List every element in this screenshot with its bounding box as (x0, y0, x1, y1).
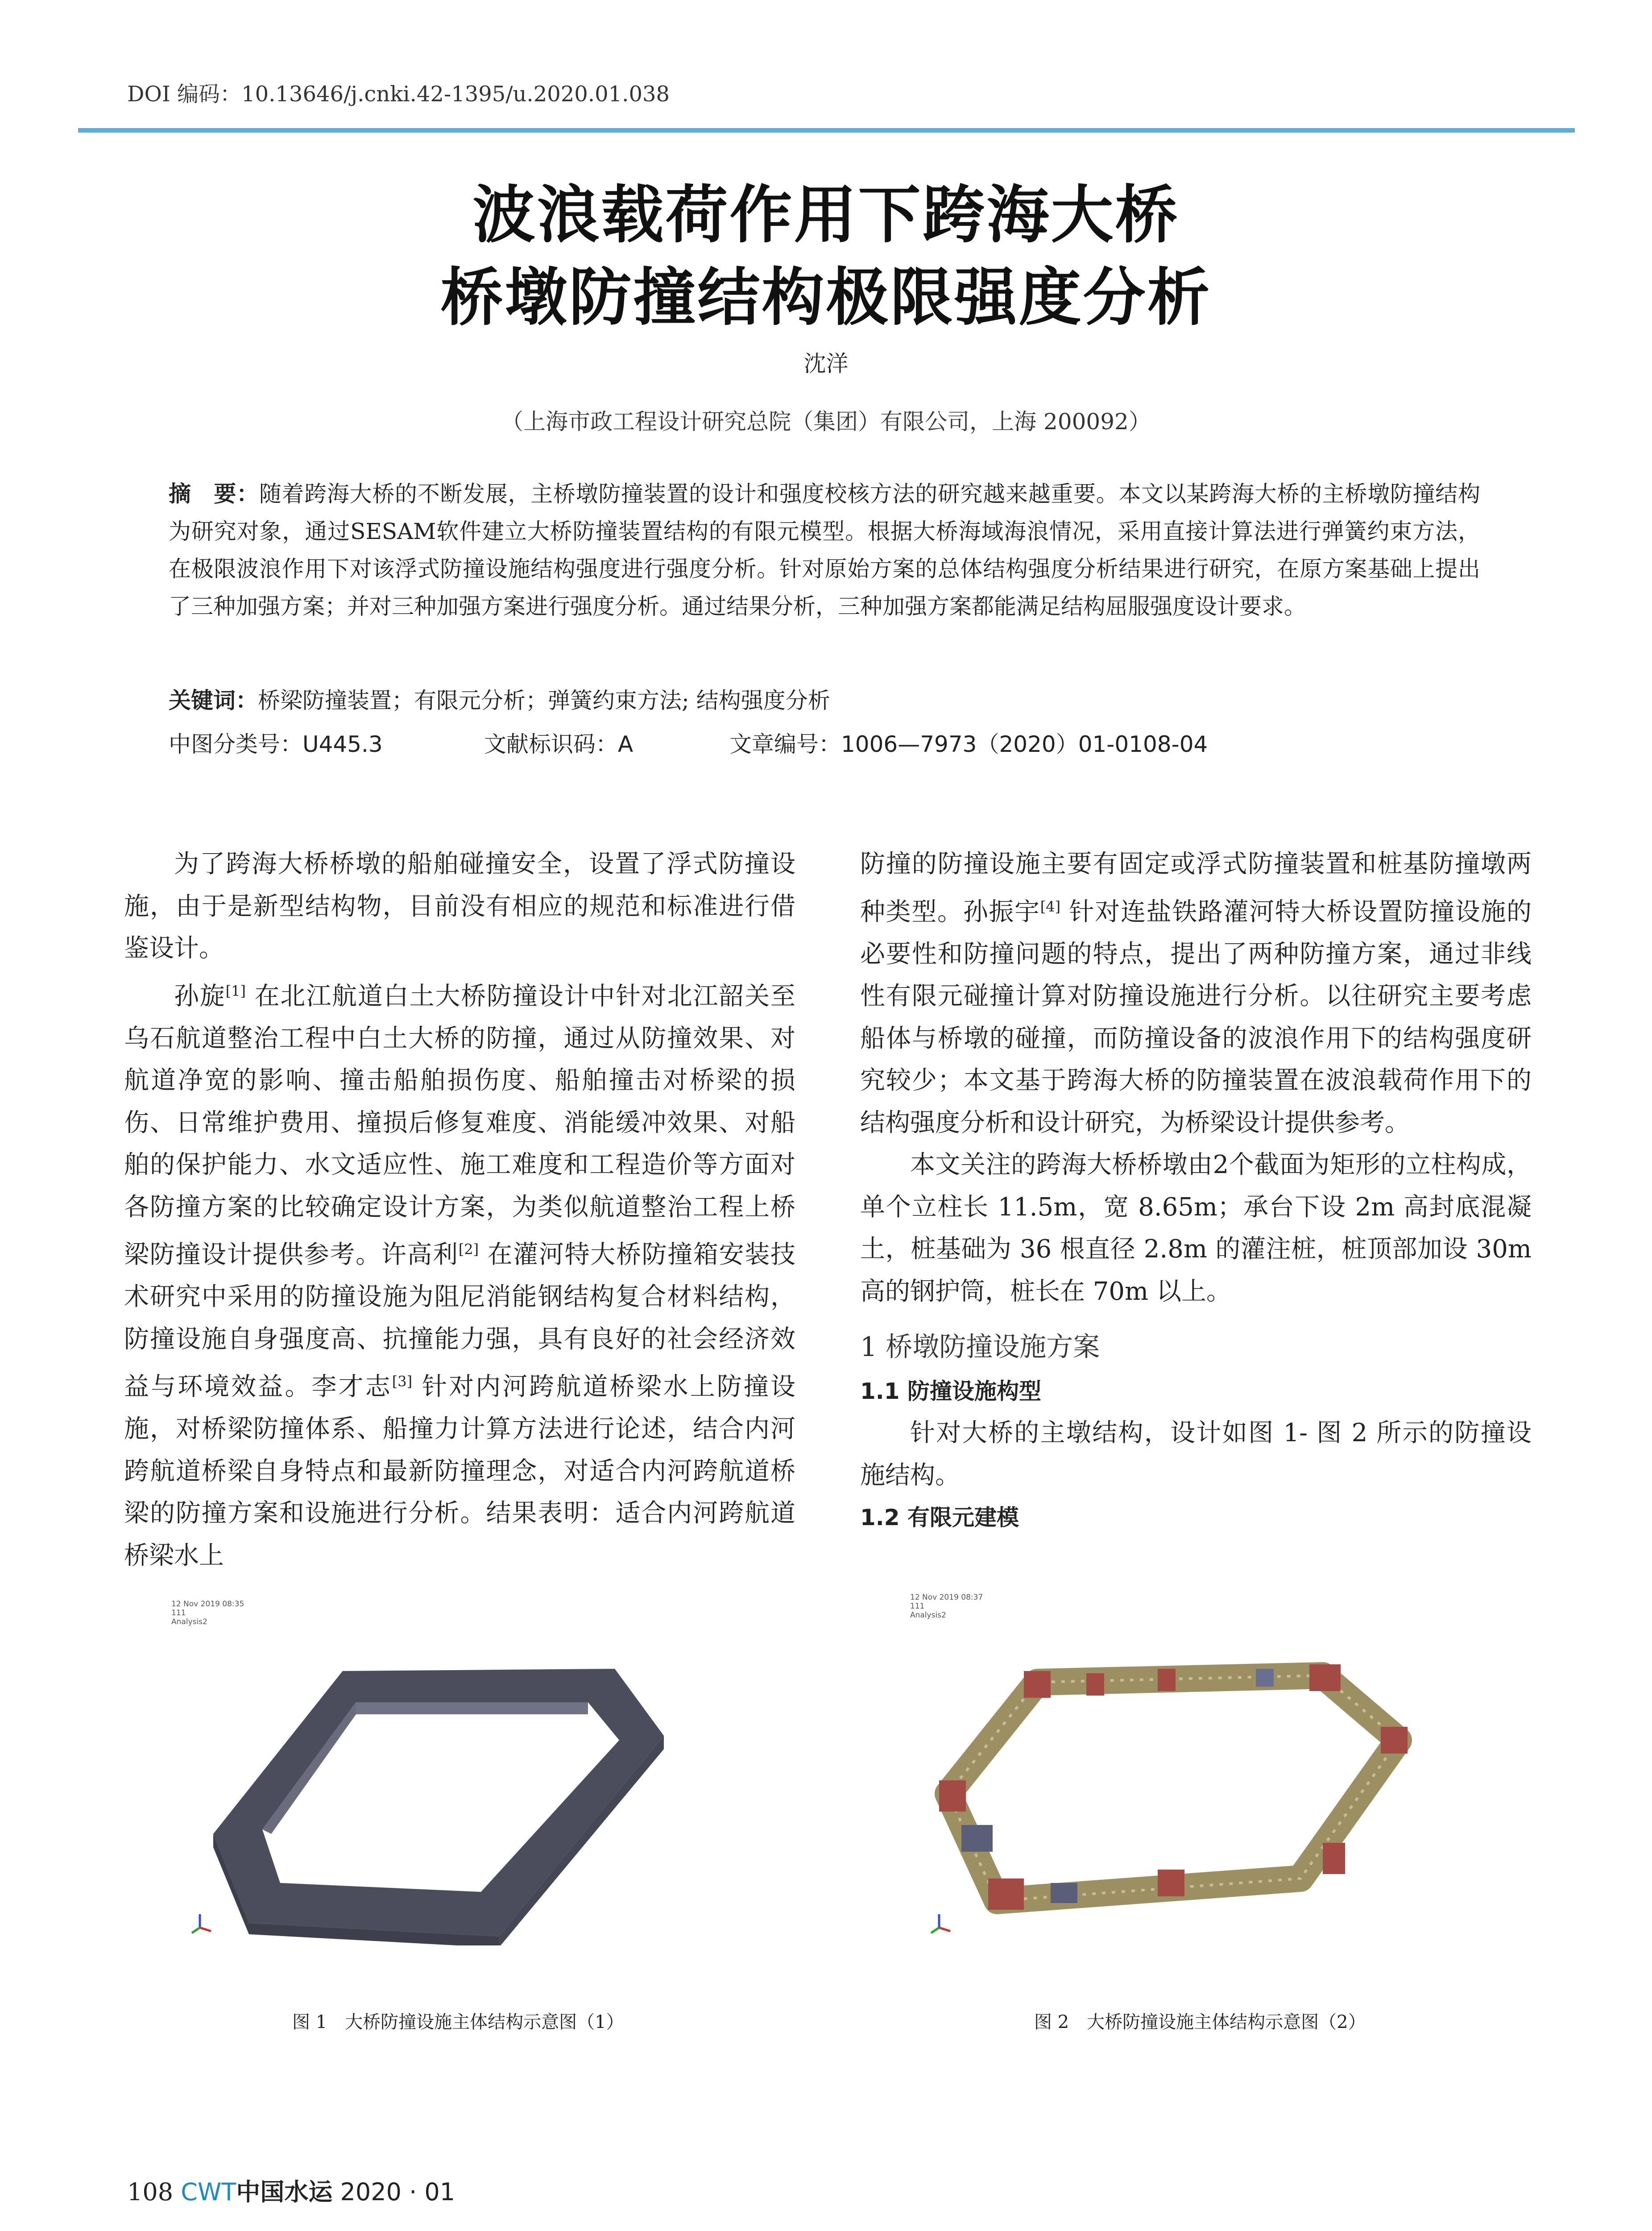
body-paragraph: 本文关注的跨海大桥桥墩由2个截面为矩形的立柱构成，单个立柱长 11.5m，宽 8.65m；承台下设 2m 高封底混凝土，桩基础为 36 根直径 2.8m 的灌注桩，桩顶部加设 30m 高的钢护筒，桩长在 70m 以上。 (860, 1150, 1532, 1306)
body-paragraph (860, 843, 1532, 1144)
body-paragraph (124, 970, 795, 1577)
figure2-caption: 图 2 大桥防撞设施主体结构示意图（2） (1034, 2012, 1366, 2032)
keywords (169, 683, 1480, 715)
document-code: 文献标识码：A (484, 731, 633, 757)
fender-ring (213, 1669, 664, 1945)
stamp-id: 111 (171, 1609, 186, 1617)
header-rule (78, 128, 1575, 133)
axis-triad-icon (192, 1914, 211, 1933)
stamp-analysis: Analysis2 (910, 1611, 946, 1620)
affiliation: （上海市政工程设计研究总院（集团）有限公司，上海 200092） (501, 409, 1151, 435)
page-footer (127, 2173, 455, 2207)
figure1-caption: 图 1 大桥防撞设施主体结构示意图（1） (292, 2012, 624, 2032)
axis-triad-icon (931, 1914, 950, 1933)
section-heading: 1 桥墩防撞设施方案 (860, 1331, 1100, 1363)
article-number: 文章编号：1006—7973（2020）01-0108-04 (729, 731, 1208, 757)
figure2-image (908, 1593, 1443, 1941)
brand-logo: CWT (181, 2178, 236, 2206)
issue-number: 2020 · 01 (340, 2178, 455, 2206)
body-column-right (860, 843, 1532, 1539)
magazine-name: 中国水运 (236, 2177, 333, 2206)
body-paragraph: 针对大桥的主墩结构，设计如图 1- 图 2 所示的防撞设施结构。 (860, 1418, 1532, 1490)
reference-marker: [1] (225, 982, 246, 999)
paper-title-line1: 波浪载荷作用下跨海大桥 (472, 178, 1180, 252)
clc-number: 中图分类号：U445.3 (169, 731, 383, 757)
stamp-date: 12 Nov 2019 08:35 (171, 1600, 244, 1609)
paper-title-line2: 桥墩防撞结构极限强度分析 (440, 261, 1212, 334)
reference-marker: [2] (458, 1241, 479, 1258)
stamp-date: 12 Nov 2019 08:37 (910, 1593, 983, 1602)
doi-line: DOI 编码：10.13646/j.cnki.42-1395/u.2020.01.038 (127, 82, 670, 107)
abstract (169, 475, 1480, 625)
text-run: 针对连盐铁路灌河特大桥设置防撞设施的必要性和防撞问题的特点，提出了两种防撞方案，通过非线性有限元碰撞计算对防撞设施进行分析。以往研究主要考虑船体与桥墩的碰撞，而防撞设备的波浪作用下的结构强度研究较少；本文基于跨海大桥的防撞装置在波浪载荷作用下的结构强度分析和设计研究，为桥梁设计提供参考。 (860, 897, 1532, 1137)
author: 沈洋 (803, 351, 849, 377)
stamp-analysis: Analysis2 (171, 1617, 207, 1626)
abstract-text: 随着跨海大桥的不断发展，主桥墩防撞装置的设计和强度校核方法的研究越来越重要。本文以某跨海大桥的主桥墩防撞结构为研究对象，通过SESAM软件建立大桥防撞装置结构的有限元模型。根据大桥海域海浪情况，采用直接计算法进行弹簧约束方法，在极限波浪作用下对该浮式防撞设施结构强度进行强度分析。针对原始方案的总体结构强度分析结果进行研究，在原方案基础上提出了三种加强方案；并对三种加强方案进行强度分析。通过结果分析，三种加强方案都能满足结构屈服强度设计要求。 (169, 481, 1481, 619)
body-paragraph: 为了跨海大桥桥墩的船舶碰撞安全，设置了浮式防撞设施，由于是新型结构物，目前没有相应的规范和标准进行借鉴设计。 (124, 850, 795, 963)
text-run: 在灌河特大桥防撞箱安装技术研究中采用的防撞设施为阻尼消能钢结构复合材料结构，防撞设施自身强度高、抗撞能力强，具有良好的社会经济效益与环境效益。李才志 (124, 1240, 796, 1402)
text-run: 针对内河跨航道桥梁水上防撞设施，对桥梁防撞体系、船撞力计算方法进行论述，结合内河跨航道桥梁自身特点和最新防撞理念，对适合内河跨航道桥梁的防撞方案和设施进行分析。结果表明：适合内河跨航道桥梁水上 (124, 1372, 795, 1570)
reference-marker: [4] (1040, 898, 1061, 915)
figure1-image (169, 1597, 704, 1945)
keywords-text: 桥梁防撞装置；有限元分析；弹簧约束方法; 结构强度分析 (258, 688, 830, 713)
fender-frame-model (939, 1664, 1408, 1910)
body-column-left (124, 843, 795, 1577)
text-run: 孙旋 (174, 982, 226, 1011)
subsection-heading: 1.2 有限元建模 (860, 1505, 1019, 1531)
abstract-label: 摘 要： (169, 481, 259, 507)
subsection-heading: 1.1 防撞设施构型 (860, 1378, 1041, 1404)
stamp-id: 111 (910, 1602, 925, 1611)
reference-marker: [3] (392, 1373, 413, 1390)
text-run: 在北江航道白土大桥防撞设计中针对北江韶关至乌石航道整治工程中白土大桥的防撞，通过从防撞效果、对航道净宽的影响、撞击船舶损伤度、船舶撞击对桥梁的损伤、日常维护费用、撞损后修复难度、消能缓冲效果、对船舶的保护能力、水文适应性、施工难度和工程造价等方面对各防撞方案的比较确定设计方案，为类似航道整治工程上桥梁防撞设计提供参考。许高利 (124, 982, 795, 1269)
text-run: 防撞的防撞设施主要有固定或浮式防撞装置和桩基防撞墩两种类型。孙振宇 (860, 850, 1532, 927)
page-number: 108 (127, 2178, 174, 2206)
keywords-label: 关键词： (169, 688, 258, 713)
